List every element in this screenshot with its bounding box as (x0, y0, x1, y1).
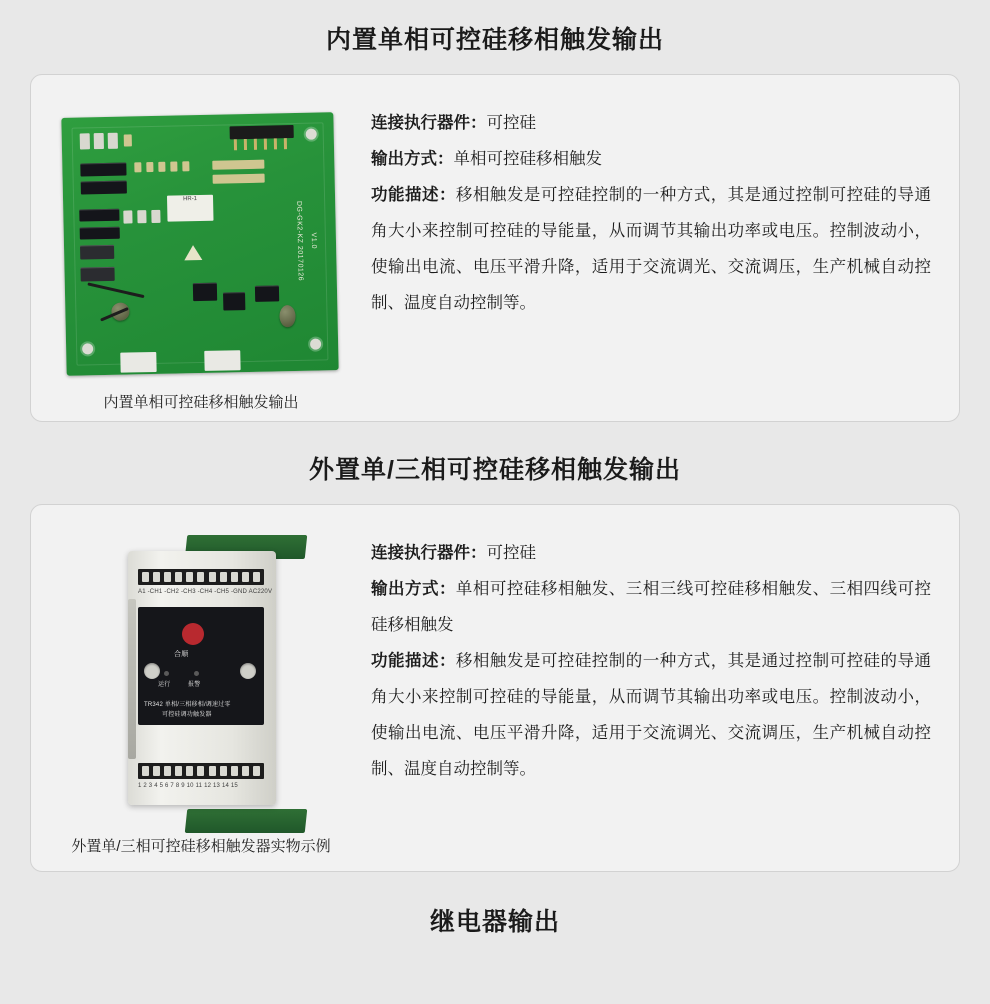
section-3-title: 继电器输出 (429, 908, 560, 936)
module-housing (128, 551, 276, 805)
pcb-illustration (56, 105, 346, 385)
module-top-terminal-labels: A1 -CH1 -CH2 -CH3 -CH4 -CH5 -GND AC220V (138, 589, 273, 595)
section-1-card (30, 74, 960, 422)
module-status-alarm: 报警 (188, 682, 201, 688)
spec-label-description: 功能描述： (371, 186, 456, 204)
section-1-title-wrap (0, 0, 990, 56)
spec-value-output-mode-2: 单相可控硅移相触发、三相三线可控硅移相触发、三相四线可控硅移相触发 (371, 580, 931, 634)
spec-label-connect-device-2: 连接执行器件： (371, 544, 487, 562)
section-1-caption: 内置单相可控硅移相触发输出 (103, 394, 299, 411)
module-model-line-2: 可控硅调功触发器 (162, 712, 212, 718)
module-illustration (36, 529, 366, 829)
pcb-vertical-text-1: DG-GK2-KZ 20170126 (295, 200, 304, 282)
spec-label-connect-device: 连接执行器件： (371, 114, 487, 132)
spec-row-output-mode-2 (371, 571, 931, 643)
spec-value-description-2: 移相触发是可控硅控制的一种方式，其是通过控制可控硅的导通角大小来控制可控硅的导能量，从而调节其输出功率或电压。控制波动小，使输出电流、电压平滑升降，适用于交流调光、交流调压，生产机械自动控制、温度自动控制等。 (371, 652, 931, 778)
pcb-board (61, 112, 338, 376)
module-bottom-terminal-block (138, 763, 264, 779)
brand-logo-icon (182, 623, 204, 645)
spec-value-connect-device: 可控硅 (486, 114, 536, 132)
section-2-caption: 外置单/三相可控硅移相触发器实物示例 (71, 838, 331, 855)
pcb-tag-label: HR-1 (167, 195, 214, 222)
module-bottom-connector (185, 809, 308, 833)
section-2-spec-column (371, 505, 959, 787)
spec-row-description (371, 177, 931, 321)
section-3-title-wrap (0, 872, 990, 938)
pcb-vertical-text-2: V1.0 (309, 232, 318, 250)
spec-row-description-2 (371, 643, 931, 787)
section-2-image-column (31, 505, 371, 856)
spec-label-description-2: 功能描述： (371, 652, 456, 670)
module-model-line-1: TR342 单相/三相移相/调速过零 (144, 702, 231, 708)
spec-value-output-mode: 单相可控硅移相触发 (453, 150, 602, 168)
section-2-title: 外置单/三相可控硅移相触发输出 (309, 456, 681, 484)
section-1-title: 内置单相可控硅移相触发输出 (325, 26, 664, 54)
spec-row-connect-device (371, 105, 931, 141)
module-top-terminal-block (138, 569, 264, 585)
section-2-card (30, 504, 960, 872)
module-bottom-terminal-labels: 1 2 3 4 5 6 7 8 9 10 11 12 13 14 15 (138, 783, 238, 789)
spec-value-connect-device-2: 可控硅 (486, 544, 536, 562)
section-1-spec-column (371, 75, 959, 321)
module-brand-label: 合顺 (174, 651, 189, 658)
spec-value-description: 移相触发是可控硅控制的一种方式，其是通过控制可控硅的导通角大小来控制可控硅的导能量，从而调节其输出功率或电压。控制波动小，使输出电流、电压平滑升降，适用于交流调光、交流调压，生产机械自动控制、温度自动控制等。 (371, 186, 931, 312)
module-status-run: 运行 (158, 682, 171, 688)
section-1-image-column (31, 75, 371, 412)
spec-row-connect-device-2 (371, 535, 931, 571)
spec-label-output-mode-2: 输出方式： (371, 580, 456, 598)
spec-row-output-mode (371, 141, 931, 177)
section-2-title-wrap (0, 422, 990, 486)
spec-label-output-mode: 输出方式： (371, 150, 454, 168)
